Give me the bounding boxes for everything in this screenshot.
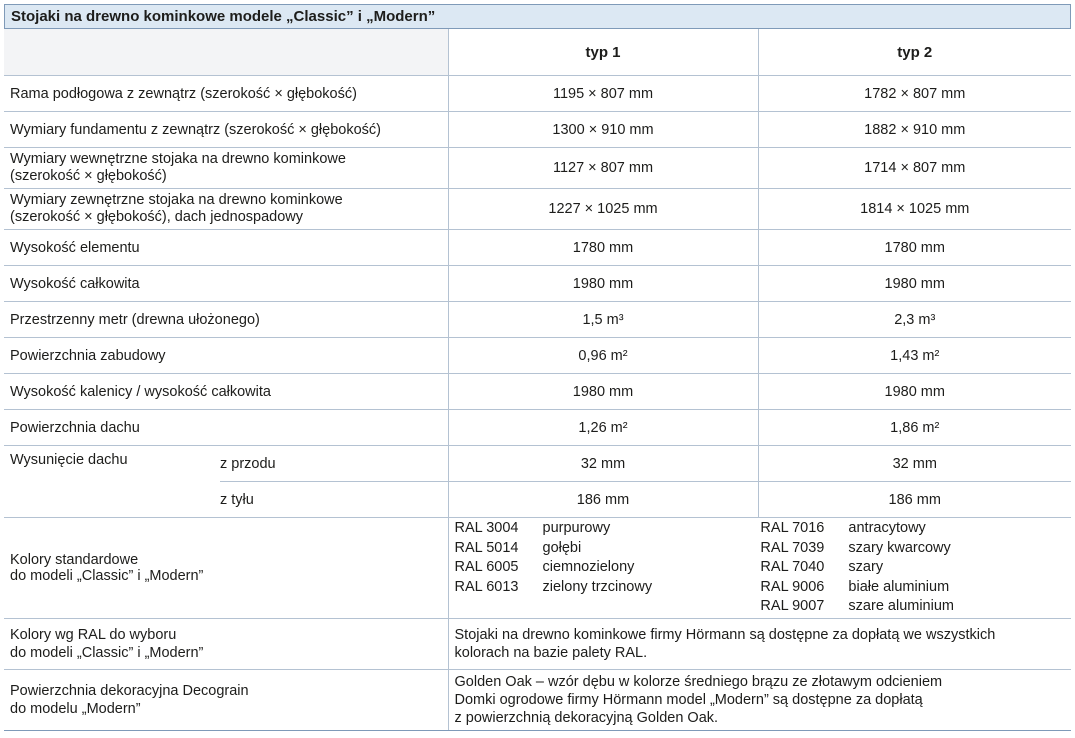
ral-name: szary (848, 559, 884, 576)
ral-choice-text-line2: kolorach na bazie palety RAL. (454, 645, 648, 661)
decograin-text-line3: z powierzchnią dekoracyjną Golden Oak. (454, 710, 719, 726)
decograin-text-line2: Domki ogrodowe firmy Hörmann model „Modern” są dostępne za dopłatą (454, 692, 923, 708)
table-row (4, 112, 1071, 148)
row-label: Przestrzenny metr (drewna ułożonego) (4, 302, 448, 338)
ral-code: RAL 3004 (454, 520, 519, 537)
row-value-type2: 1,43 m² (758, 338, 1071, 374)
decograin-label-line2: do modelu „Modern” (10, 701, 141, 717)
ral-code: RAL 6013 (454, 578, 519, 595)
row-value-type2: 1882 × 910 mm (758, 112, 1071, 148)
row-value-type1: 1227 × 1025 mm (448, 189, 758, 230)
overhang-front-type2: 32 mm (758, 446, 1071, 482)
decograin-text (448, 670, 1071, 731)
row-label: Powierzchnia zabudowy (4, 338, 448, 374)
overhang-label: Wysunięcie dachu (4, 446, 220, 518)
table-row (4, 266, 1071, 302)
ral-name: purpurowy (542, 520, 611, 537)
standard-colors-label-line2: do modeli „Classic” i „Modern” (10, 568, 204, 584)
row-label-line2: (szerokość × głębokość) (10, 168, 167, 184)
ral-list-right (760, 519, 954, 617)
overhang-back-type2: 186 mm (758, 482, 1071, 518)
spec-table-container (4, 4, 1071, 731)
ral-choice-label-line2: do modeli „Classic” i „Modern” (10, 645, 204, 661)
row-label: Wysokość całkowita (4, 266, 448, 302)
ral-choice-label (4, 619, 448, 670)
overhang-front-type1: 32 mm (448, 446, 758, 482)
row-value-type2: 1782 × 807 mm (758, 76, 1071, 112)
row-value-type2: 1980 mm (758, 374, 1071, 410)
standard-colors-label (4, 518, 448, 619)
row-label (4, 148, 448, 189)
row-value-type2: 1780 mm (758, 230, 1071, 266)
overhang-front-label: z przodu (220, 446, 448, 482)
ral-code: RAL 7016 (760, 520, 825, 537)
table-row (4, 374, 1071, 410)
row-value-type1: 0,96 m² (448, 338, 758, 374)
ral-code: RAL 9007 (760, 598, 825, 615)
standard-colors-row (4, 518, 1071, 619)
row-value-type1: 1780 mm (448, 230, 758, 266)
ral-name: antracytowy (848, 520, 926, 537)
table-row (4, 76, 1071, 112)
ral-name: ciemnozielony (542, 559, 635, 576)
row-label-line1: Wymiary wewnętrzne stojaka na drewno kominkowe (10, 151, 346, 167)
row-label-line1: Wymiary zewnętrzne stojaka na drewno kominkowe (10, 192, 343, 208)
ral-code: RAL 7040 (760, 559, 825, 576)
ral-name: szare aluminium (848, 598, 954, 615)
overhang-back-label: z tyłu (220, 482, 448, 518)
row-label: Wysokość elementu (4, 230, 448, 266)
row-value-type1: 1195 × 807 mm (448, 76, 758, 112)
row-label: Rama podłogowa z zewnątrz (szerokość × głębokość) (4, 76, 448, 112)
ral-choice-text-line1: Stojaki na drewno kominkowe firmy Hörmann są dostępne za dopłatą we wszystkich (454, 627, 996, 643)
ral-choice-label-line1: Kolory wg RAL do wyboru (10, 627, 177, 643)
overhang-back-type1: 186 mm (448, 482, 758, 518)
row-value-type1: 1980 mm (448, 374, 758, 410)
row-label: Wymiary fundamentu z zewnątrz (szerokość × głębokość) (4, 112, 448, 148)
ral-choice-row (4, 619, 1071, 670)
row-label-line2: (szerokość × głębokość), dach jednospadowy (10, 209, 303, 225)
table-row (4, 189, 1071, 230)
header-blank-cell (4, 29, 448, 76)
header-row (4, 29, 1071, 76)
decograin-row (4, 670, 1071, 731)
row-value-type2: 1714 × 807 mm (758, 148, 1071, 189)
table-title: Stojaki na drewno kominkowe modele „Classic” i „Modern” (4, 4, 1071, 29)
standard-colors-list (448, 518, 1071, 619)
decograin-text-line1: Golden Oak – wzór dębu w kolorze średniego brązu ze złotawym odcieniem (454, 674, 943, 690)
table-row (4, 230, 1071, 266)
row-value-type1: 1127 × 807 mm (448, 148, 758, 189)
ral-name: zielony trzcinowy (542, 578, 653, 595)
spec-table (4, 29, 1071, 731)
ral-name: gołębi (542, 539, 582, 556)
table-row (4, 410, 1071, 446)
ral-code: RAL 9006 (760, 578, 825, 595)
row-label: Wysokość kalenicy / wysokość całkowita (4, 374, 448, 410)
ral-list-left (455, 519, 653, 597)
row-label (4, 189, 448, 230)
table-row (4, 148, 1071, 189)
column-header-type1: typ 1 (448, 29, 758, 76)
ral-name: białe aluminium (848, 578, 950, 595)
row-value-type1: 1300 × 910 mm (448, 112, 758, 148)
decograin-label (4, 670, 448, 731)
standard-colors-label-line1: Kolory standardowe (10, 552, 139, 568)
table-row (4, 302, 1071, 338)
decograin-label-line1: Powierzchnia dekoracyjna Decograin (10, 683, 249, 699)
row-value-type2: 1814 × 1025 mm (758, 189, 1071, 230)
row-label: Powierzchnia dachu (4, 410, 448, 446)
ral-code: RAL 5014 (454, 539, 519, 556)
row-value-type2: 2,3 m³ (758, 302, 1071, 338)
row-value-type2: 1980 mm (758, 266, 1071, 302)
row-value-type1: 1,5 m³ (448, 302, 758, 338)
ral-code: RAL 7039 (760, 539, 825, 556)
ral-choice-text (448, 619, 1071, 670)
row-value-type1: 1980 mm (448, 266, 758, 302)
row-value-type2: 1,86 m² (758, 410, 1071, 446)
row-value-type1: 1,26 m² (448, 410, 758, 446)
table-row (4, 338, 1071, 374)
overhang-front-row (4, 446, 1071, 482)
ral-code: RAL 6005 (454, 559, 519, 576)
ral-name: szary kwarcowy (848, 539, 951, 556)
column-header-type2: typ 2 (758, 29, 1071, 76)
